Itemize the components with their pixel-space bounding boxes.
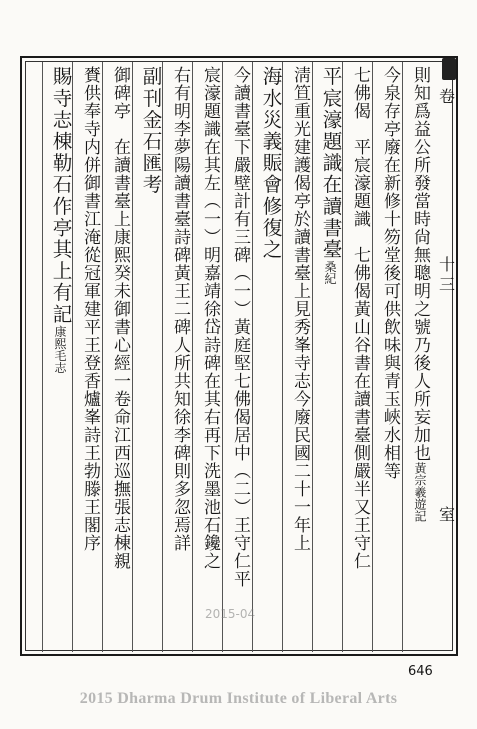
- text-column-10: [136, 66, 164, 196]
- margin-header: [436, 60, 458, 656]
- text-column-9: [166, 66, 194, 552]
- text-column-5: [286, 66, 314, 552]
- text-column-4: [316, 66, 344, 284]
- text-column-7: [226, 66, 254, 588]
- page-number: 646: [408, 664, 433, 679]
- column-divider: [42, 62, 43, 652]
- text-column-13: [46, 66, 74, 373]
- column-text: 今讀書臺下嚴壁計有三碑（一）黃庭堅七佛偈居中（二）王守仁平: [230, 66, 250, 588]
- text-column-12: [76, 66, 104, 552]
- text-column-1: [406, 66, 434, 522]
- column-text: 淸笪重光建護偈亭於讀書臺上見秀峯寺志今廢民國二十一年上: [290, 66, 310, 552]
- column-note: 桑紀: [323, 260, 337, 285]
- header-glyph-mid-b: 三: [438, 275, 455, 294]
- column-text: 七佛偈 平宸濠題識 七佛偈黃山谷書在讀書臺側嚴半又王守仁: [350, 66, 370, 570]
- column-text: 宸濠題識在其左（一）明嘉靖徐岱詩碑在其右再下洗墨池石鑱之: [200, 66, 220, 570]
- header-glyph-bottom: 室: [438, 505, 455, 524]
- header-glyph-top: 卷: [438, 87, 455, 106]
- column-text: 副刊金石匯考: [139, 66, 162, 196]
- column-text: 賜寺志棟勒石作亭其上有記: [49, 66, 72, 326]
- column-text: 今泉存亭廢在新修十笏堂後可供飲味與青玉峽水相等: [380, 66, 400, 480]
- watermark-date: 2015-04: [205, 607, 256, 621]
- column-text: 平宸濠題識在讀書臺: [319, 66, 342, 261]
- column-note: 黃宗羲遊記: [413, 462, 427, 522]
- column-note: 康熙毛志: [53, 325, 67, 374]
- column-text: 賚供奉寺内併御書江淹從冠軍建平王登香爐峯詩王勃滕王閣序: [80, 66, 100, 552]
- column-text: 則知爲益公所發當時尙無聰明之號乃後人所妄加也: [410, 66, 430, 462]
- text-column-2: [376, 66, 404, 480]
- column-text: 御碑亭 在讀書臺上康熙癸未御書心經一卷命江西巡撫張志棟親: [110, 66, 130, 570]
- text-column-6: [256, 66, 284, 260]
- column-text: 海水災義賑會修復之: [259, 66, 282, 261]
- text-column-3: [346, 66, 374, 570]
- text-column-8: [196, 66, 224, 570]
- watermark-institute: 2015 Dharma Drum Institute of Liberal Arts: [79, 690, 398, 707]
- column-text: 右有明李夢陽讀書臺詩碑黃王二碑人所共知徐李碑則多忽焉詳: [170, 66, 190, 552]
- header-glyph-mid-a: 十: [438, 255, 455, 274]
- text-column-11: [106, 66, 134, 570]
